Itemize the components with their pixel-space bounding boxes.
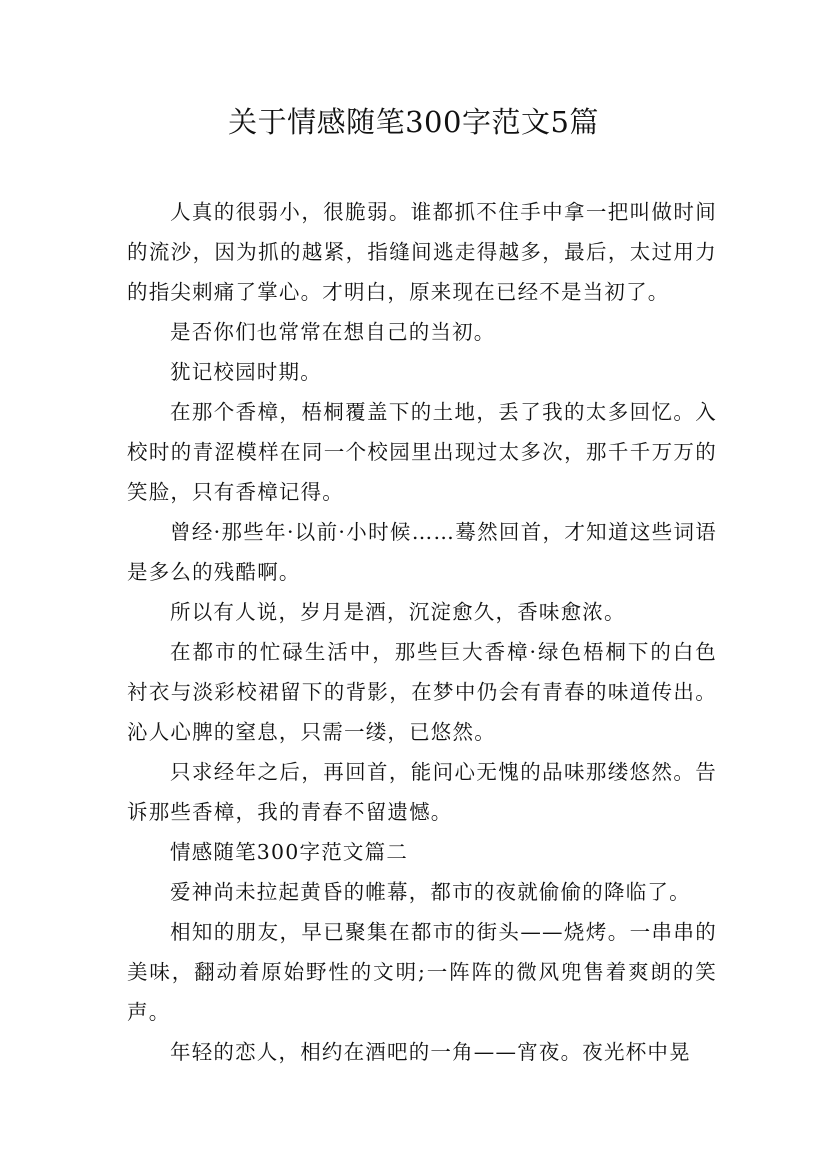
paragraph: 在那个香樟，梧桐覆盖下的土地，丢了我的太多回忆。入校时的青涩模样在同一个校园里出现过太多次，那千千万万的笑脸，只有香樟记得。	[127, 400, 717, 504]
paragraph: 只求经年之后，再回首，能问心无愧的品味那缕悠然。告诉那些香樟，我的青春不留遗憾。	[127, 760, 717, 824]
paragraph: 人真的很弱小，很脆弱。谁都抓不住手中拿一把叫做时间的流沙，因为抓的越紧，指缝间逃走得越多，最后，太过用力的指尖刺痛了掌心。才明白，原来现在已经不是当初了。	[127, 200, 717, 304]
paragraph: 爱神尚未拉起黄昏的帷幕，都市的夜就偷偷的降临了。	[170, 880, 691, 904]
paragraph: 曾经·那些年·以前·小时候……蓦然回首，才知道这些词语是多么的残酷啊。	[127, 520, 717, 584]
paragraph: 在都市的忙碌生活中，那些巨大香樟·绿色梧桐下的白色衬衣与淡彩校裙留下的背影，在梦中仍会有青春的味道传出。沁人心脾的窒息，只需一缕，已悠然。	[127, 640, 717, 744]
paragraph: 所以有人说，岁月是酒，沉淀愈久，香味愈浓。	[170, 600, 626, 624]
page-title: 关于情感随笔300字范文5篇	[228, 105, 599, 139]
section-heading: 情感随笔300字范文篇二	[170, 840, 409, 864]
paragraph: 相知的朋友，早已聚集在都市的街头——烧烤。一串串的美味，翻动着原始野性的文明;一阵阵的微风兜售着爽朗的笑声。	[127, 920, 717, 1024]
paragraph: 犹记校园时期。	[170, 360, 322, 384]
document-body	[127, 192, 717, 1072]
paragraph: 是否你们也常常在想自己的当初。	[170, 320, 496, 344]
paragraph: 年轻的恋人，相约在酒吧的一角——宵夜。夜光杯中晃	[170, 1040, 691, 1064]
